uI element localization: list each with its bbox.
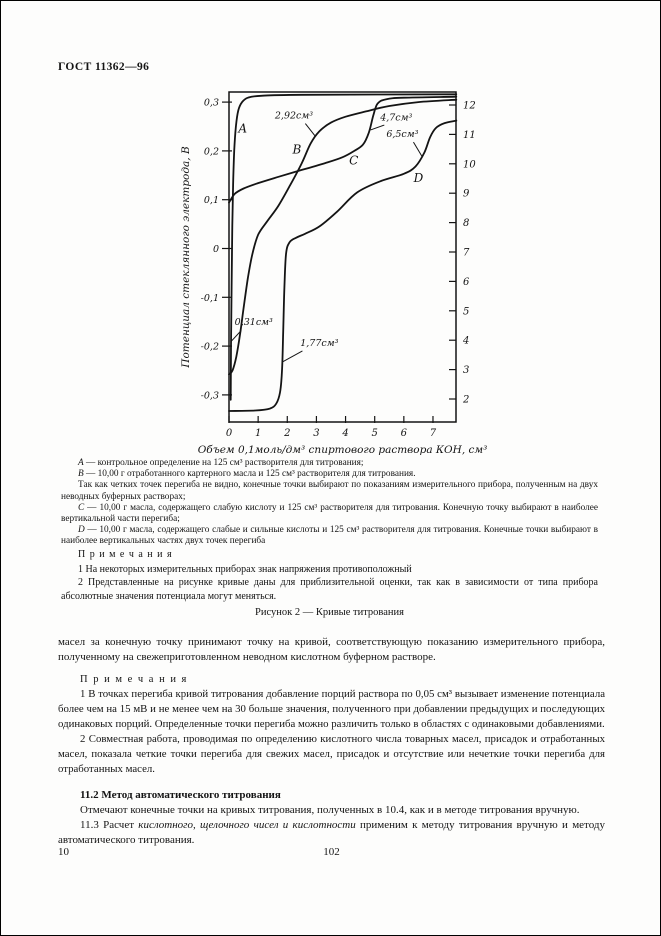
annotation-leader-line [413, 142, 421, 156]
curve-D [229, 121, 456, 411]
legend-entry-c: С — 10,00 г масла, содержащего слабую кислоту и 125 см³ растворителя для титрования. Конечную точку выбирают в наиболее вертикальной части перегиба; [61, 502, 598, 525]
y-axis-right-tick-label: 4 [463, 335, 470, 347]
page-number-standard: 10 [58, 846, 69, 858]
endpoint-annotation: 0,31см³ [234, 317, 273, 329]
figure-caption: Рисунок 2 — Кривые титрования [255, 607, 404, 618]
y-axis-left-tick-label: 0,1 [203, 195, 219, 207]
page-number-volume: 102 [323, 846, 340, 858]
paragraph-continuation: масел за конечную точку принимают точку на кривой, соответствующую показанию измерительного прибора, полученному на свежеприготовленном неводном кислотном буферном растворе. [58, 636, 605, 663]
x-axis-tick-label: 2 [284, 428, 291, 439]
curve-label-C: C [349, 153, 359, 168]
x-axis-label: Объем 0,1моль/дм³ спиртового раствора КОН, см³ [197, 444, 488, 456]
y-axis-right-tick-label: 8 [463, 218, 470, 230]
curve-letter: В [78, 469, 84, 480]
y-axis-right-tick-label: 6 [463, 276, 470, 288]
y-axis-right-tick-label: 7 [463, 247, 470, 259]
curve-letter: С [78, 502, 85, 513]
figure-note-1: 1 На некоторых измерительных приборах знак напряжения противоположный [78, 563, 412, 575]
y-axis-right-tick-label: 12 [463, 100, 476, 112]
y-axis-left-tick-label: 0 [212, 244, 219, 255]
legend-entry-d: D — 10,00 г масла, содержащего слабые и сильные кислоты и 125 см³ растворителя для титрования. Конечные точки выбирают в наиболее вертикальных частях двух точек перегиба [61, 525, 598, 547]
y-axis-left-tick-label: 0,2 [203, 146, 219, 158]
body-text [58, 635, 605, 848]
figure-note-2: 2 Представленные на рисунке кривые даны для приблизительной оценки, так как в зависимости от типа прибора абсолютные значения потенциала могут меняться. [61, 577, 598, 602]
y-axis-left-tick-label: 0,3 [203, 97, 219, 109]
notes-title: П р и м е ч а н и я [80, 674, 188, 685]
y-axis-label: Потенциал стеклянного электрода, В [180, 146, 192, 368]
figure-2-chart-area [151, 87, 501, 461]
annotation-leader-line [371, 125, 385, 130]
note-1: 1 В точках перегиба кривой титрования добавление порций раствора по 0,05 см³ вызывает изменение потенциала более чем на 15 мВ и не менее чем на 30 больше значения, полученного при добавлении предыдущих и последующих одинаковых порций. Определенные точки перегиба можно различить только в областях с одинаковыми добавлениями. [58, 688, 605, 730]
x-axis-tick-label: 6 [400, 428, 408, 439]
legend-entry-b: В — 10,00 г отработанного картерного масла и 125 см³ растворителя для титрования. [78, 469, 416, 480]
x-axis-tick-label: 4 [342, 428, 349, 439]
curve-A [231, 94, 457, 400]
legend-entry-a: А — контрольное определение на 125 см³ растворителя для титрования; [78, 458, 364, 468]
y-axis-right-tick-label: 5 [463, 306, 470, 318]
endpoint-annotation: 4,7см³ [380, 112, 413, 124]
y-axis-left-tick-label: -0,1 [200, 292, 219, 304]
plot-frame [229, 92, 456, 422]
section-heading-11-2: 11.2 Метод автоматического титрования [80, 789, 281, 801]
x-axis-tick-label: 7 [429, 428, 437, 439]
y-axis-left-tick-label: -0,2 [200, 341, 219, 353]
x-axis-tick-label: 1 [254, 428, 262, 439]
x-axis-tick-label: 5 [371, 428, 378, 439]
annotation-leader-line [283, 351, 303, 362]
legend-entry-b-cont: Так как четких точек перегиба не видно, конечные точки выбирают по показаниям измерительного прибора, полученным на двух неводных буферных растворах; [61, 480, 598, 502]
paragraph-11-2: Отмечают конечные точки на кривых титрования, полученных в 10.4, как и в методе титрования вручную. [80, 804, 580, 816]
x-axis-tick-label: 3 [313, 428, 320, 439]
annotation-leader-line [305, 124, 315, 136]
curve-label-D: D [413, 171, 424, 186]
figure-notes [61, 548, 598, 603]
note-2: 2 Совместная работа, проводимая по определению кислотного числа товарных масел, присадок и отработанных масел, показала четкие точки перегиба для свежих масел, присадок и отсутствие или нечеткие точки перегиба для отработанных масел. [58, 733, 605, 775]
endpoint-annotation: 2,92см³ [274, 110, 314, 122]
paragraph-11-3: 11.3 Расчет кислотного, щелочного чисел и кислотности применим к методу титрования вручную и методу автоматического титрования. [58, 819, 605, 846]
y-axis-left-tick-label: -0,3 [200, 390, 219, 402]
endpoint-annotation: 6,5см³ [386, 129, 419, 141]
figure-notes-title: П р и м е ч а н и я [78, 549, 173, 560]
curve-B [229, 100, 456, 375]
y-axis-right-tick-label: 11 [463, 129, 476, 141]
y-axis-right-tick-label: 10 [463, 159, 476, 171]
y-axis-right-tick-label: 2 [463, 394, 470, 406]
figure-legend [61, 458, 598, 548]
page-header: ГОСТ 11362—96 [58, 61, 150, 73]
curve-label-B: B [292, 142, 302, 157]
titration-chart [151, 87, 501, 461]
curve-C [229, 97, 456, 203]
x-axis-tick-label: 0 [225, 428, 233, 439]
curve-letter: А [78, 458, 84, 468]
curve-label-A: A [238, 121, 248, 136]
curve-letter: D [78, 525, 85, 536]
endpoint-annotation: 1,77см³ [300, 338, 339, 350]
y-axis-right-tick-label: 3 [463, 365, 470, 377]
y-axis-right-tick-label: 9 [463, 188, 470, 200]
italic-terms: кислотного, щелочного чисел и кислотности [138, 819, 356, 831]
